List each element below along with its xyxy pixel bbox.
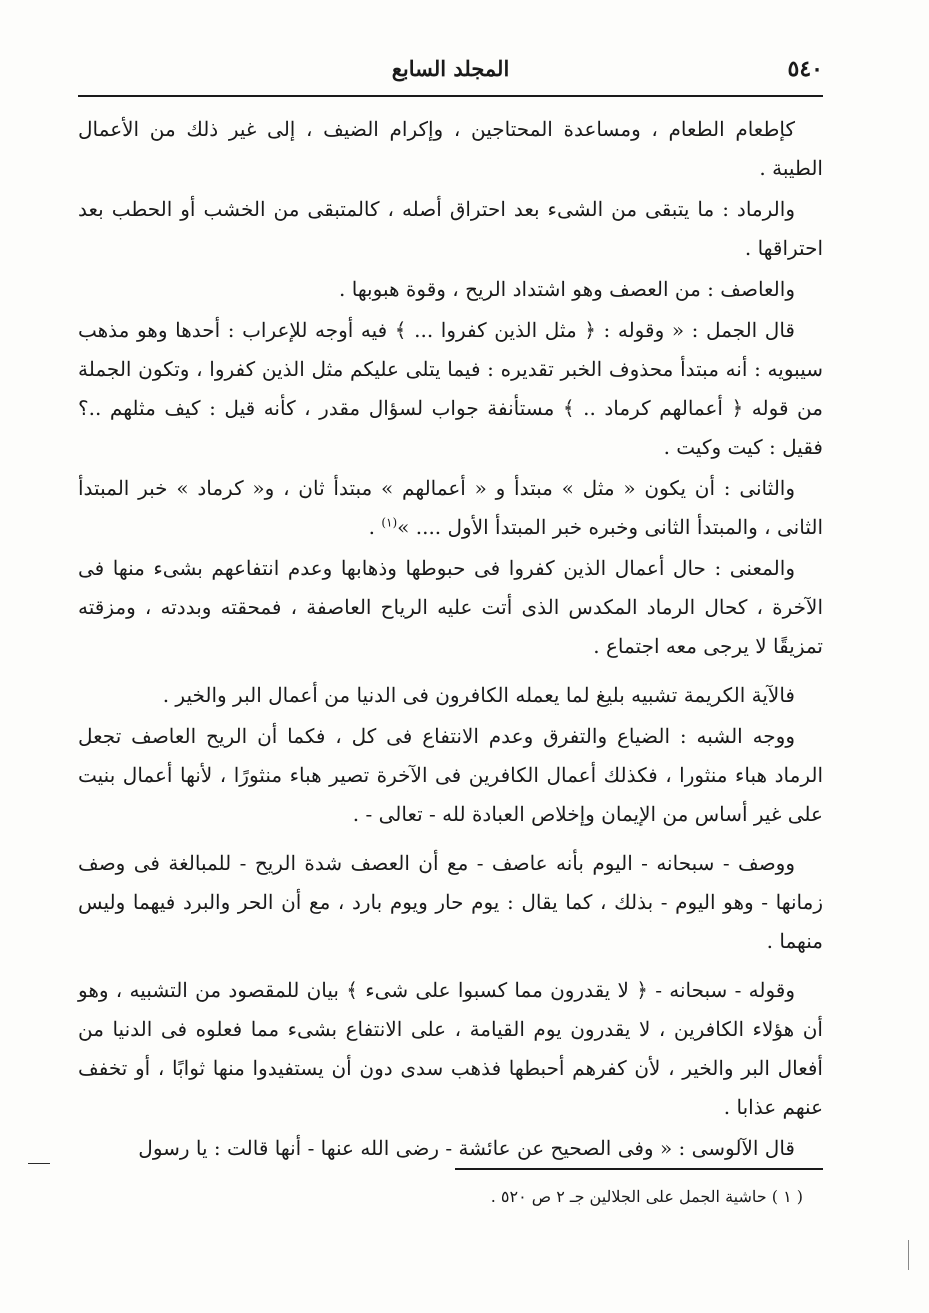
footnote: ( ١ ) حاشية الجمل على الجلالين جـ ٢ ص ٥٢٠ . xyxy=(490,1187,803,1206)
paragraph-feeding: كإطعام الطعام ، ومساعدة المحتاجين ، وإكرام الضيف ، إلى غير ذلك من الأعمال الطيبة . xyxy=(78,117,823,180)
page-header xyxy=(78,52,823,92)
paragraph-al-jamal-quote: قال الجمل : « وقوله : ﴿ مثل الذين كفروا ... ﴾ فيه أوجه للإعراب : أحدها وهو مذهب سيبويه : أنه مبتدأ محذوف الخبر تقديره : فيما يتلى عليكم مثل الذين كفروا ، وتكون الجملة من قوله ﴿ أعمالهم كرماد .. ﴾ مستأنفة جواب لسؤال مقدر ، كأنه قيل : كيف مثلهم ..؟ فقيل : كيت وكيت . xyxy=(78,318,823,459)
header-rule xyxy=(78,95,823,97)
footnote-rule xyxy=(455,1168,823,1170)
running-title: المجلد السابع xyxy=(391,56,510,81)
footnote-reference: (١) xyxy=(381,515,398,530)
scan-mark-right xyxy=(908,1240,909,1270)
page-number: ٥٤٠ xyxy=(787,56,823,82)
main-text xyxy=(78,110,823,1170)
paragraph-point-of-similarity: ووجه الشبه : الضياع والتفرق وعدم الانتفاع فى كل ، فكما أن الريح العاصف تجعل الرماد هباء منثورا ، فكذلك أعمال الكافرين فى الآخرة تصير هباء منثورًا ، لأنها أعمال بنيت على غير أساس من الإيمان وإخلاص العبادة لله - تعالى - . xyxy=(78,724,823,826)
paragraph-alusi-quote: قال الآلوسى : « وفى الصحيح عن عائشة - رضى الله عنها - أنها قالت : يا رسول xyxy=(138,1136,795,1160)
paragraph-second-parse: والثانى : أن يكون « مثل » مبتدأ و « أعمالهم » مبتدأ ثان ، و« كرماد » خبر المبتدأ الثانى ، والمبتدأ الثانى وخبره خبر المبتدأ الأول .... »$^{(١)}$ . xyxy=(78,476,823,539)
paragraph-stormy-definition: والعاصف : من العصف وهو اشتداد الريح ، وقوة هبوبها . xyxy=(339,277,795,301)
paragraph-eloquent-simile: فالآية الكريمة تشبيه بليغ لما يعمله الكافرون فى الدنيا من أعمال البر والخير . xyxy=(162,683,795,707)
scan-mark-left xyxy=(28,1163,50,1164)
paragraph-they-cannot: وقوله - سبحانه - ﴿ لا يقدرون مما كسبوا على شىء ﴾ بيان للمقصود من التشبيه ، وهو أن هؤلاء الكافرين ، لا يقدرون يوم القيامة ، على الانتفاع بشىء مما فعلوه فى الدنيا من أفعال البر والخير ، لأن كفرهم أحبطها فذهب سدى دون أن يستفيدوا منها ثوابًا ، أو تخفف عنهم عذابا . xyxy=(78,978,823,1119)
paragraph-second-parse-text: والثانى : أن يكون « مثل » مبتدأ و « أعمالهم » مبتدأ ثان ، و« كرماد » خبر المبتدأ الثانى ، والمبتدأ الثانى وخبره خبر المبتدأ الأول .... » xyxy=(78,476,823,539)
paragraph-meaning: والمعنى : حال أعمال الذين كفروا فى حبوطها وذهابها وعدم انتفاعهم بشىء منها فى الآخرة ، كحال الرماد المكدس الذى أتت عليه الرياح العاصفة ، فمحقته وبددته ، ومزقته تمزيقًا لا يرجى معه اجتماع . xyxy=(78,556,823,658)
paragraph-day-described: ووصف - سبحانه - اليوم بأنه عاصف - مع أن العصف شدة الريح - للمبالغة فى وصف زمانها - وهو اليوم - بذلك ، كما يقال : يوم حار ويوم بارد ، مع أن الحر والبرد فيهما وليس منهما . xyxy=(78,851,823,953)
paragraph-ashes-definition: والرماد : ما يتبقى من الشىء بعد احتراق أصله ، كالمتبقى من الخشب أو الحطب بعد احتراقها . xyxy=(78,197,823,260)
